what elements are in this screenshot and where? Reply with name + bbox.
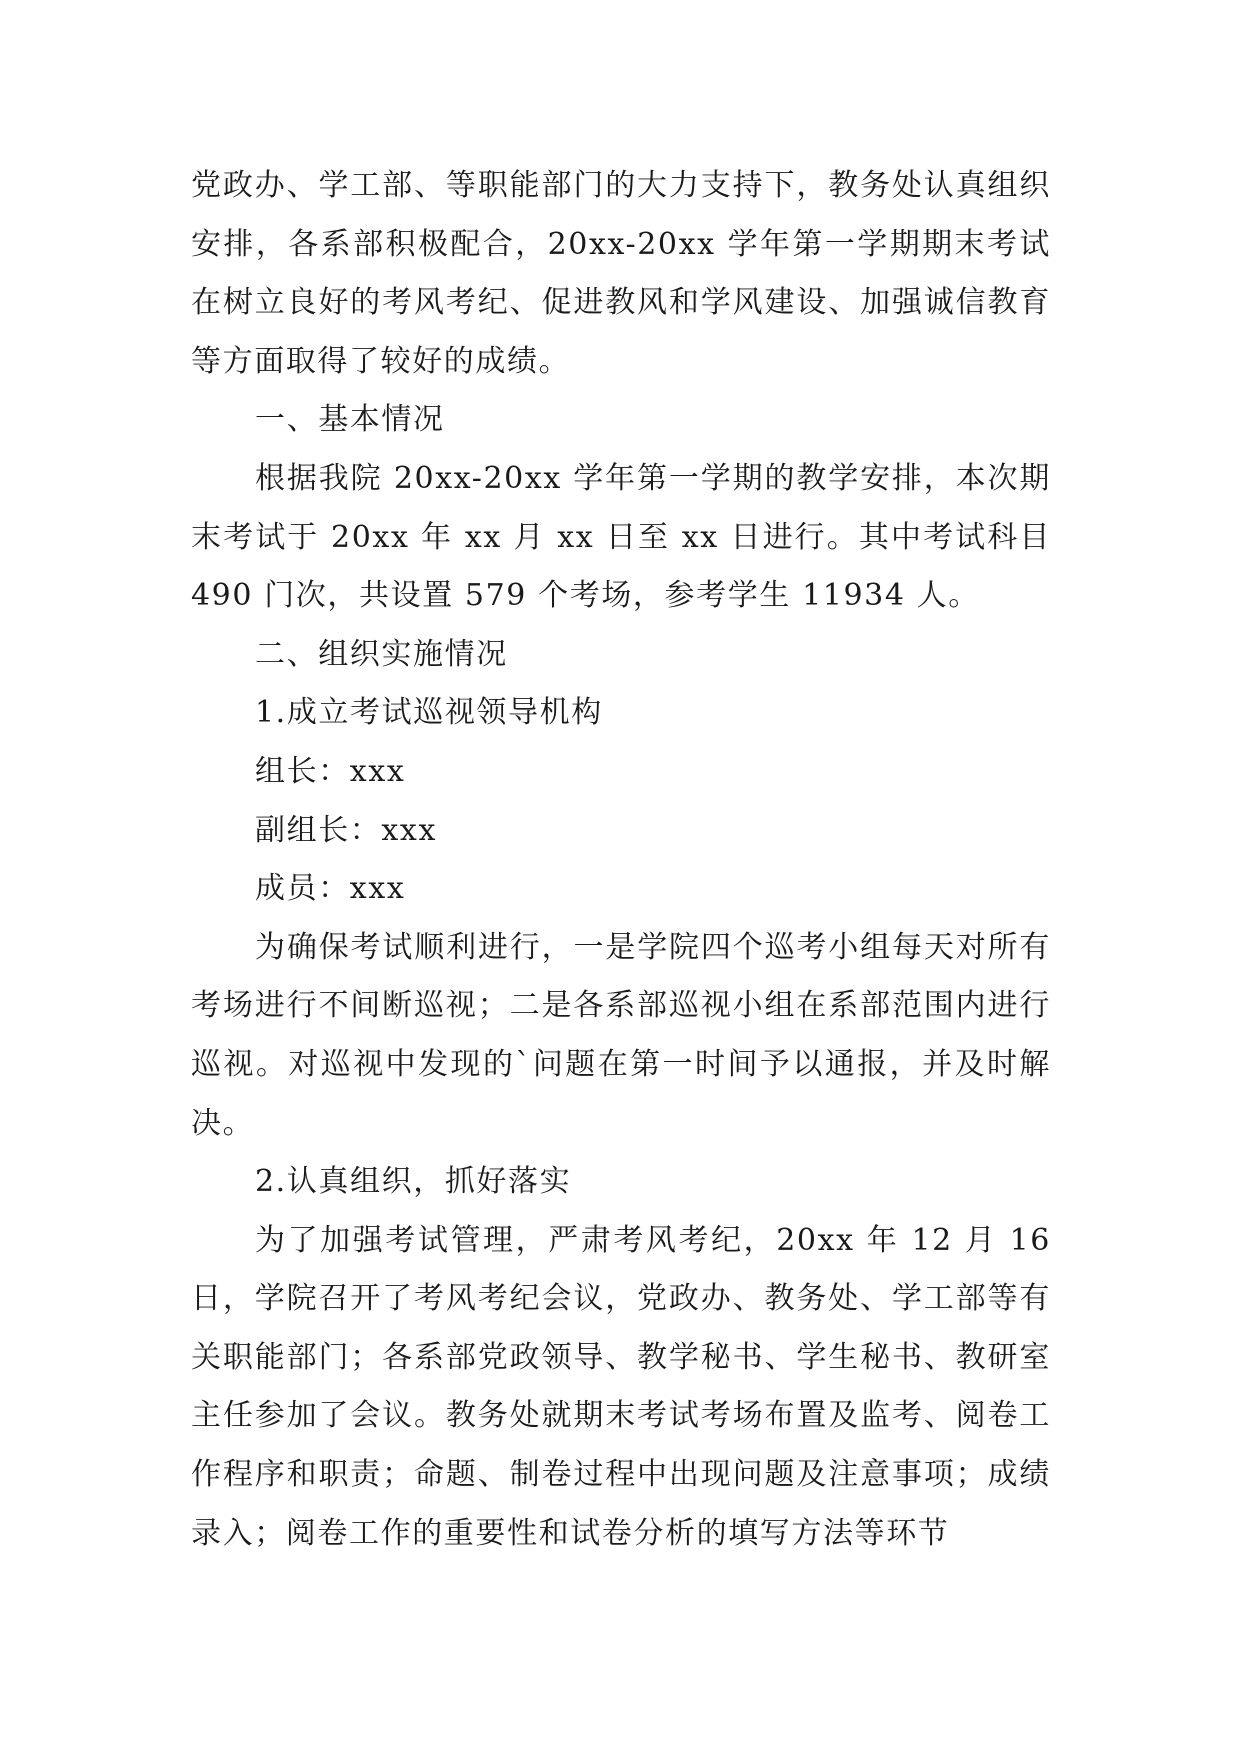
list-item-deputy-leader: 副组长：xxx [255, 812, 437, 848]
section-heading-implementation: 二、组织实施情况 [255, 636, 508, 672]
list-item-leader: 组长：xxx [255, 753, 406, 789]
document-page [191, 157, 1051, 1563]
list-item-members: 成员：xxx [255, 871, 406, 907]
subsection-heading-organization: 2.认真组织，抓好落实 [255, 1164, 572, 1200]
subsection-heading-leadership: 1.成立考试巡视领导机构 [255, 695, 603, 731]
section-heading-basic-situation: 一、基本情况 [255, 402, 445, 438]
paragraph-inspection: 为确保考试顺利进行，一是学院四个巡考小组每天对所有考场进行不间断巡视；二是各系部巡视小组在系部范围内进行巡视。对巡视中发现的`问题在第一时间予以通报，并及时解决。 [191, 929, 1051, 1141]
paragraph-basic-situation: 根据我院 20xx-20xx 学年第一学期的教学安排，本次期末考试于 20xx 年 xx 月 xx 日至 xx 日进行。其中考试科目 490 门次，共设置 579 个考场，参考学生 11934 人。 [191, 460, 1051, 614]
paragraph-organization: 为了加强考试管理，严肃考风考纪，20xx 年 12 月 16 日，学院召开了考风考纪会议，党政办、教务处、学工部等有关职能部门；各系部党政领导、教学秘书、学生秘书、教研室主任参加了会议。教务处就期末考试考场布置及监考、阅卷工作程序和职责；命题、制卷过程中出现问题及注意事项；成绩录入；阅卷工作的重要性和试卷分析的填写方法等环节 [191, 1222, 1051, 1551]
paragraph-intro: 党政办、学工部、等职能部门的大力支持下，教务处认真组织安排，各系部积极配合，20xx-20xx 学年第一学期期末考试在树立良好的考风考纪、促进教风和学风建设、加强诚信教育等方面取得了较好的成绩。 [191, 168, 1051, 379]
